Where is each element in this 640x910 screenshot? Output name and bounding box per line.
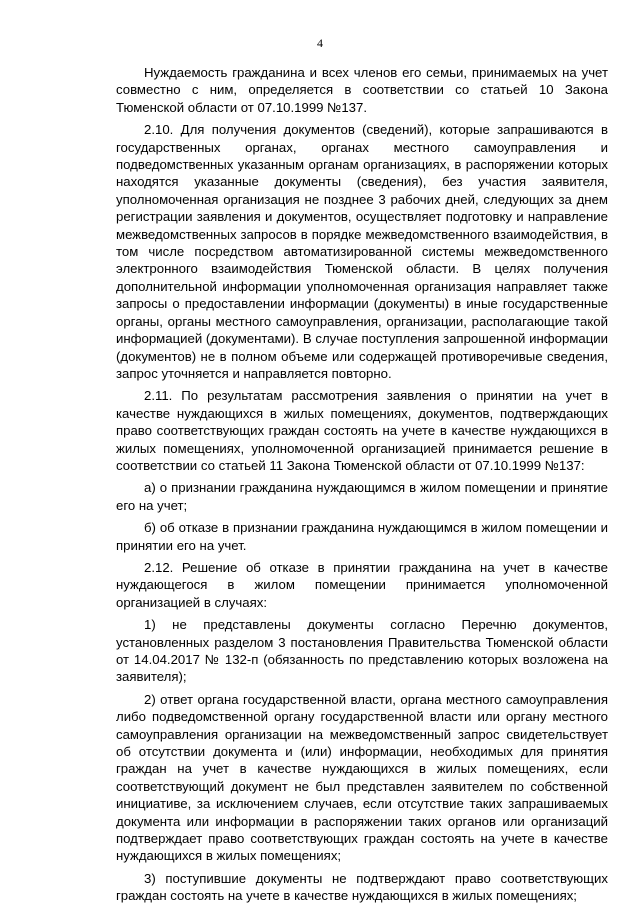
paragraph-2-12: 2.12. Решение об отказе в принятии гражданина на учет в качестве нуждающегося в жилом помещении принимается уполномоченной организацией в случаях: xyxy=(116,559,608,610)
page-number: 4 xyxy=(317,36,323,50)
list-item-b: б) об отказе в признании гражданина нуждающимся в жилом помещении и принятии его на учет. xyxy=(116,520,608,553)
list-item-3: 3) поступившие документы не подтверждают право соответствующих граждан состоять на учете в качестве нуждающихся в жилых помещениях; xyxy=(116,870,608,904)
list-item-a: а) о признании гражданина нуждающимся в жилом помещении и принятие его на учет; xyxy=(116,480,608,513)
list-item-2: 2) ответ органа государственной власти, органа местного самоуправления либо подведомственной органу государственной власти или органу местного самоуправления организации на межведомственный запрос свидетельствует об отсутствии документа и (или) информации, необходимых для принятия граждан на учет в качестве нуждающихся в жилых помещениях, если соответствующий документ не был представлен заявителем по собственной инициативе, за исключением случаев, если отсутствие таких запрашиваемых документа или информации в распоряжении таких органов или организаций подтверждает право соответствующих граждан состоять на учете в качестве нуждающихся в жилых помещениях; xyxy=(116,691,608,864)
paragraph-need-assessment: Нуждаемость гражданина и всех членов его семьи, принимаемых на учет совместно с ним, определяется в соответствии со статьей 10 Закона Тюменской области от 07.10.1999 №137. xyxy=(116,65,608,115)
list-item-1: 1) не представлены документы согласно Перечню документов, установленных разделом 3 постановления Правительства Тюменской области от 14.04.2017 № 132-п (обязанность по представлению которых возложена на заявителя); xyxy=(116,617,608,685)
paragraph-2-10: 2.10. Для получения документов (сведений), которые запрашиваются в государственных органах, органах местного самоуправления и подведомственных указанным органам организациях, в распоряжении которых находятся указанные документы (сведения), без участия заявителя, уполномоченная организация не позднее 3 рабочих дней, следующих за днем регистрации заявления и документов, осуществляет подготовку и направление межведомственных запросов в порядке межведомственного взаимодействия, в том числе посредством автоматизированной системы межведомственного электронного взаимодействия Тюменской области. В целях получения дополнительной информации уполномоченная организация направляет также запросы о предоставлении информации (документы) в иные государственные органы, органы местного самоуправления, организации, располагающие такой информацией (документами). В случае поступления запрошенной информации (документов) не в полном объеме или содержащей противоречивые сведения, запрос уточняется и направляется повторно. xyxy=(116,122,608,381)
paragraph-2-11: 2.11. По результатам рассмотрения заявления о принятии на учет в качестве нуждающихся в жилых помещениях, документов, подтверждающих право соответствующих граждан состоять на учете в качестве нуждающихся в жилых помещениях, уполномоченной организацией принимается решение в соответствии со статьей 11 Закона Тюменской области от 07.10.1999 №137: xyxy=(116,388,608,473)
document-body xyxy=(116,64,608,910)
